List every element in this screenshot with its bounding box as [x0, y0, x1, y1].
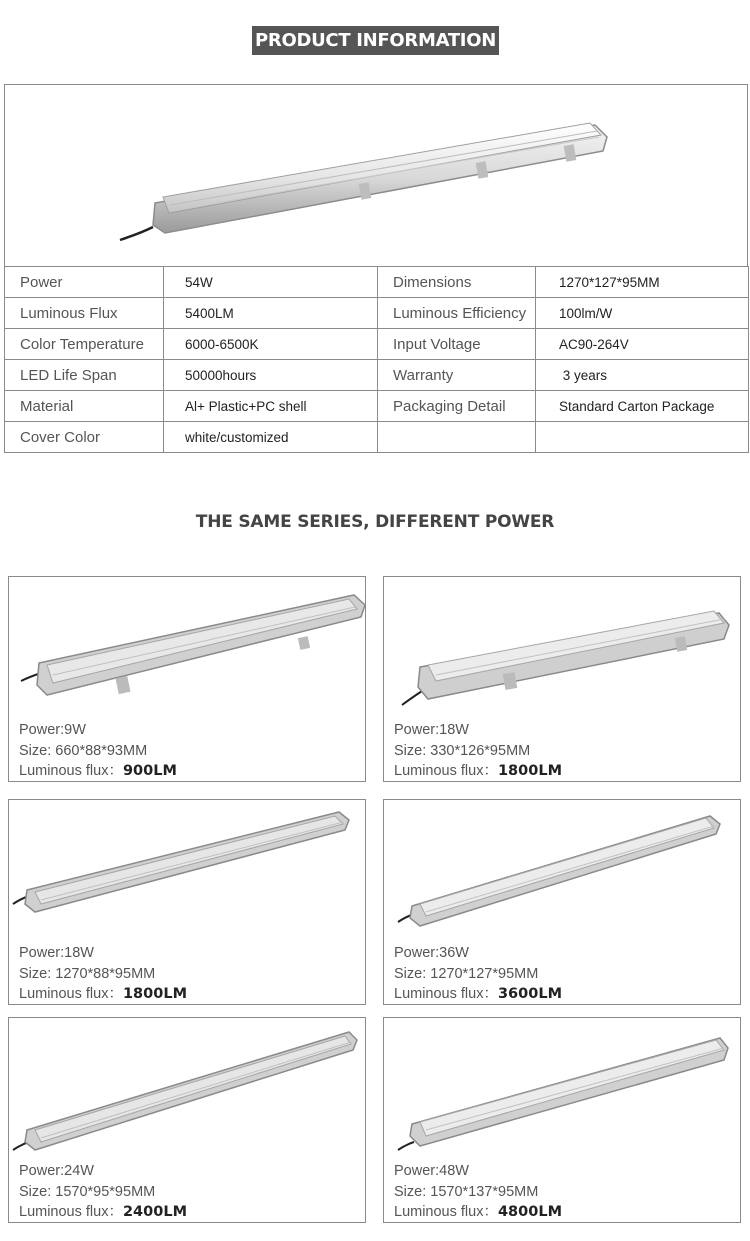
flux-value: 3600LM	[497, 986, 562, 1002]
flux-value: 4800LM	[497, 1204, 562, 1220]
hero-product-image	[4, 84, 748, 267]
spec-label: Warranty	[378, 360, 536, 391]
product-specs	[19, 720, 177, 782]
power-text: Power:18W	[394, 722, 469, 738]
flux-label: Luminous flux：	[19, 986, 123, 1002]
product-specs	[19, 943, 187, 1005]
flux-text	[394, 984, 562, 1005]
spec-value: 54W	[164, 267, 378, 298]
size-text: Size: 1570*95*95MM	[19, 1183, 156, 1200]
flux-value: 1800LM	[122, 986, 187, 1002]
light-fixture-illustration	[5, 85, 747, 267]
power-text: Power:24W	[19, 1163, 94, 1179]
size-text: Size: 1270*88*95MM	[19, 965, 156, 982]
spec-value: 5400LM	[164, 298, 378, 329]
spec-label: Cover Color	[5, 422, 164, 453]
product-card	[8, 576, 366, 782]
spec-label: Material	[5, 391, 164, 422]
spec-value: 6000-6500K	[164, 329, 378, 360]
flux-text	[394, 761, 562, 782]
product-card	[383, 799, 741, 1005]
size-text: Size: 1570*137*95MM	[394, 1183, 539, 1200]
spec-label: Input Voltage	[378, 329, 536, 360]
flux-text	[19, 984, 187, 1005]
flux-value: 1800LM	[497, 763, 562, 779]
section-title-product-information: PRODUCT INFORMATION	[252, 26, 499, 55]
flux-label: Luminous flux：	[394, 763, 498, 779]
flux-text	[19, 1202, 187, 1223]
product-specs	[394, 943, 562, 1005]
product-card	[8, 799, 366, 1005]
spec-value: AC90-264V	[536, 329, 749, 360]
flux-value: 900LM	[122, 763, 177, 779]
power-text: Power:9W	[19, 722, 86, 738]
flux-label: Luminous flux：	[19, 763, 123, 779]
flux-text	[19, 761, 177, 782]
spec-label: Packaging Detail	[378, 391, 536, 422]
size-text: Size: 660*88*93MM	[19, 742, 148, 759]
power-text: Power:48W	[394, 1163, 469, 1179]
spec-value: 50000hours	[164, 360, 378, 391]
spec-label: Luminous Efficiency	[378, 298, 536, 329]
spec-row	[5, 360, 749, 391]
product-specs	[394, 1161, 562, 1223]
flux-value: 2400LM	[122, 1204, 187, 1220]
spec-row	[5, 267, 749, 298]
spec-row	[5, 329, 749, 360]
spec-label: Dimensions	[378, 267, 536, 298]
flux-text	[394, 1202, 562, 1223]
spec-value: 100lm/W	[536, 298, 749, 329]
specification-table	[4, 266, 749, 453]
product-specs	[394, 720, 562, 782]
flux-label: Luminous flux：	[19, 1204, 123, 1220]
spec-value: 1270*127*95MM	[536, 267, 749, 298]
spec-value: white/customized	[164, 422, 378, 453]
product-specs	[19, 1161, 187, 1223]
spec-label: LED Life Span	[5, 360, 164, 391]
section-title-same-series: THE SAME SERIES, DIFFERENT POWER	[195, 512, 555, 532]
spec-row	[5, 422, 749, 453]
spec-row	[5, 391, 749, 422]
spec-label: Power	[5, 267, 164, 298]
spec-label	[378, 422, 536, 453]
flux-label: Luminous flux：	[394, 1204, 498, 1220]
spec-value: 3 years	[536, 360, 749, 391]
power-text: Power:36W	[394, 945, 469, 961]
size-text: Size: 330*126*95MM	[394, 742, 531, 759]
spec-value: Al+ Plastic+PC shell	[164, 391, 378, 422]
spec-label: Luminous Flux	[5, 298, 164, 329]
size-text: Size: 1270*127*95MM	[394, 965, 539, 982]
product-card	[8, 1017, 366, 1223]
spec-value	[536, 422, 749, 453]
product-card	[383, 576, 741, 782]
spec-label: Color Temperature	[5, 329, 164, 360]
spec-value: Standard Carton Package	[536, 391, 749, 422]
spec-row	[5, 298, 749, 329]
product-card	[383, 1017, 741, 1223]
power-text: Power:18W	[19, 945, 94, 961]
flux-label: Luminous flux：	[394, 986, 498, 1002]
